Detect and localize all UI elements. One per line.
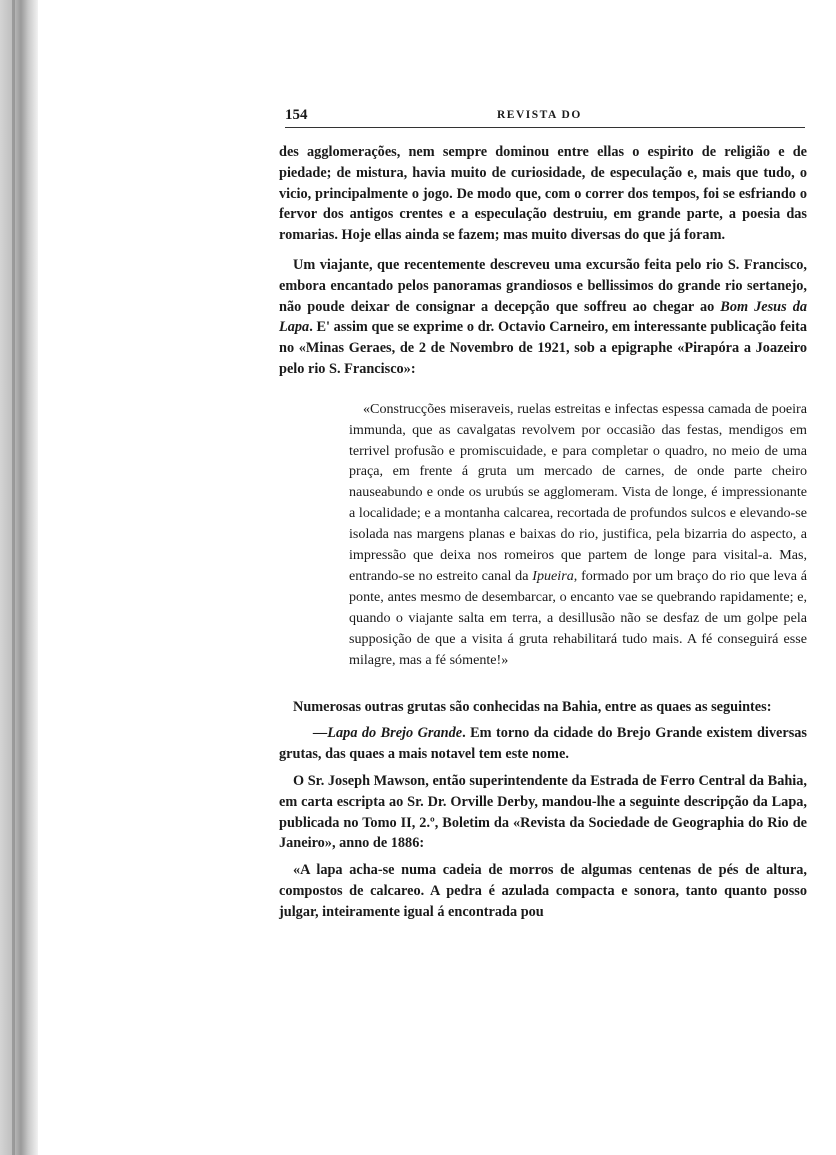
paragraph-text: . E' assim que se exprime o dr. Octavio Carneiro, em interessante publicação feita no «Minas Geraes, de 2 de Novembro de 1921, sob a epigraphe «Pirapóra a Joazeiro pelo rio S. Francisco»: [279, 319, 807, 377]
page-body [279, 142, 807, 923]
block-quote [349, 399, 807, 671]
binding-line [12, 0, 15, 1155]
paragraph-romarias: des agglomerações, nem sempre dominou entre ellas o espirito de religião e de piedade; de mistura, havia muito de curiosidade, de especulação e, mais que tudo, o vicio, principalmente o jogo. De modo que, com o correr dos tempos, foi se esfriando o fervor dos antigos crentes e a especulação destruiu, em grande parte, a poesia das romarias. Hoje ellas ainda se fazem; mas muito diversas do que já foram. [279, 144, 807, 244]
running-title: REVISTA DO [497, 109, 582, 121]
paragraph-grutas: Numerosas outras grutas são conhecidas na Bahia, entre as quaes as seguintes: [293, 698, 772, 715]
header-rule [285, 127, 805, 128]
paragraph-mawson: O Sr. Joseph Mawson, então superintendente da Estrada de Ferro Central da Bahia, em carta escripta ao Sr. Dr. Orville Derby, mandou-lhe a seguinte descripção da Lapa, publicada no Tomo II, 2.º, Boletim da «Revista da Sociedade de Geographia do Rio de Janeiro», anno de 1886: [279, 772, 807, 852]
quote-text: «Construcções miseraveis, ruelas estreitas e infectas espessa camada de poeira immunda, que as cavalgatas revolvem por occasião das festas, mendigos em terrivel profusão e promiscuidade, e para completar o quadro, no meio de uma praça, em frente á gruta um mercado de carnes, de onde parte cheiro nauseabundo e onde os urubús se agglomeram. Vista de longe, é impressionante a localidade; e a montanha calcarea, recortada de profundos sulcos e elevando-se isolada nas margens planas e baixas do rio, justifica, pela bizarria do aspecto, a impressão que deixa nos romeiros que partem de longe para visital-a. Mas, entrando-se no estreito canal da [349, 400, 807, 585]
emphasis-lapa-brejo: —Lapa do Brejo Grande [313, 725, 463, 742]
emphasis-bom-jesus: Bom Jesus da Lapa [279, 298, 807, 336]
paragraph-viajante [279, 255, 807, 380]
paragraph-text: Um viajante, que recentemente descreveu uma excursão feita pelo rio S. Francisco, embora encantado pelos panoramas grandiosos e bellissimos do grande rio sertanejo, não poude deixar de consignar a decepção que soffreu ao chegar ao [279, 256, 807, 315]
page-header [285, 107, 805, 129]
page-binding-shadow [0, 0, 38, 1155]
page-number: 154 [285, 107, 308, 123]
paragraph-brejo-grande [279, 723, 807, 765]
paragraph-lapa-description: «A lapa acha-se numa cadeia de morros de algumas centenas de pés de altura, compostos de calcareo. A pedra é azulada compacta e sonora, tanto quanto posso julgar, inteiramente igual á encontrada pou [279, 862, 807, 920]
quote-text: , formado por um braço do rio que leva á ponte, antes mesmo de desembarcar, o encanto vae se quebrando rapidamente; e, quando o viajante salta em terra, a desillusão não se desfaz de um golpe pela supposição de que a visita á gruta rehabilitará tudo mais. A fé conseguirá esse milagre, mas a fé sómente!» [349, 568, 807, 668]
paragraph-text: . Em torno da cidade do Brejo Grande existem diversas grutas, das quaes a mais notavel tem este nome. [279, 725, 807, 763]
emphasis-ipueira: Ipueira [532, 568, 574, 585]
